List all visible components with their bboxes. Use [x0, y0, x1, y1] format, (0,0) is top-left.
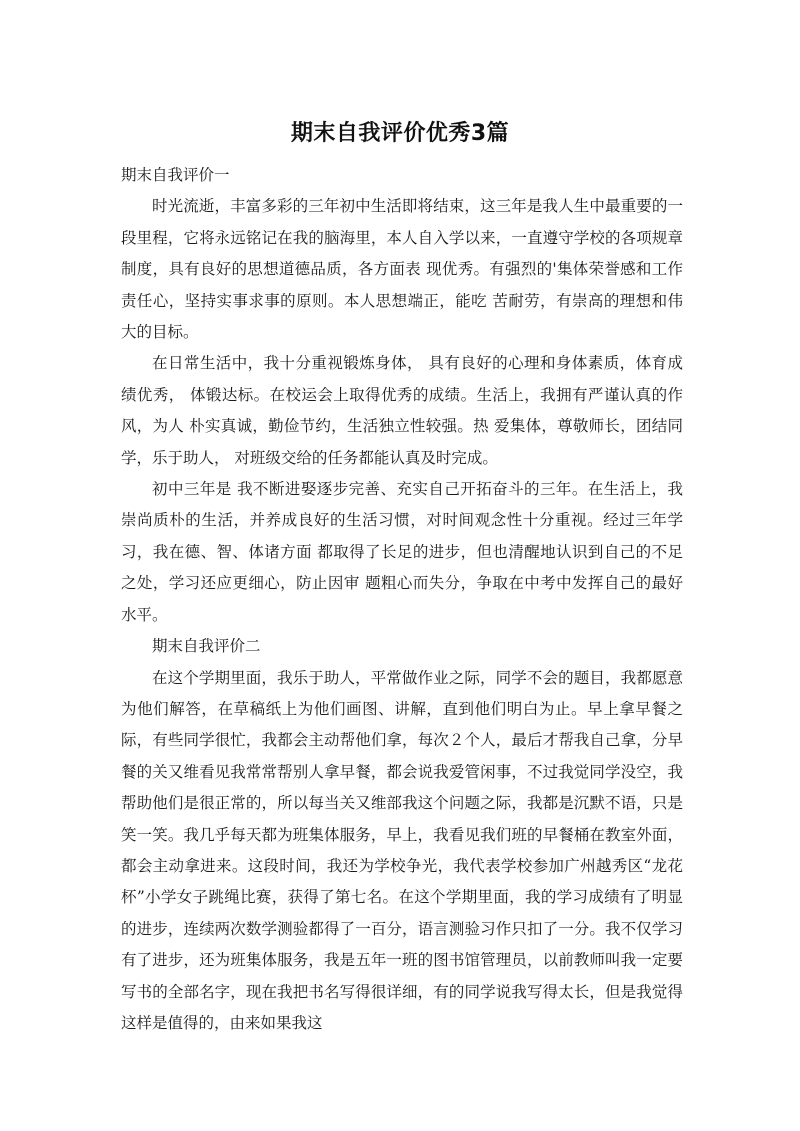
document-title: 期末自我评价优秀3篇: [290, 121, 510, 146]
paragraph: 在这个学期里面，我乐于助人，平常做作业之际，同学不会的题目，我都愿意为他们解答，在草稿纸上为他们画图、讲解，直到他们明白为止。早上拿早餐之际，有些同学很忙，我都会主动帮他们拿，每次２个人，最后才帮我自己拿，分早餐的关又维看见我常常帮别人拿早餐，都会说我爱管闲事，不过我觉同学没空，我帮助他们是很正常的，所以每当关又维部我这个问题之际，我都是沉默不语，只是笑一笑。我几乎每天都为班集体服务，早上，我看见我们班的早餐桶在教室外面，都会主动拿进来。这段时间，我还为学校争光，我代表学校参加广州越秀区“龙花杯”小学女子跳绳比赛，获得了第七名。在这个学期里面，我的学习成绩有了明显的进步，连续两次数学测验都得了一百分，语言测验习作只扣了一分。我不仅学习有了进步，还为班集体服务，我是五年一班的图书馆管理员，以前教师叫我一定要写书的全部名字，现在我把书名写得很详细，有的同学说我写得太长，但是我觉得这样是值得的，由来如果我这: [121, 668, 683, 1032]
document-body: [121, 160, 683, 1039]
paragraph: 初中三年是 我不断进娶逐步完善、充实自己开拓奋斗的三年。在生活上，我崇尚质朴的生活，并养成良好的生活习惯，对时间观念性十分重视。经过三年学习，我在德、智、体诸方面 都取得了长足的进步，但也清醒地认识到自己的不足之处，学习还应更细心，防止因审 题粗心而失分，争取在中考中发挥自己的最好水平。: [121, 480, 683, 624]
paragraph: 在日常生活中，我十分重视锻炼身体， 具有良好的心理和身体素质，体育成绩优秀， 体锻达标。在校运会上取得优秀的成绩。生活上，我拥有严谨认真的作风，为人 朴实真诚，勤俭节约，生活独立性较强。热 爱集体，尊敬师长，团结同学，乐于助人， 对班级交给的任务都能认真及时完成。: [121, 354, 683, 467]
section-heading: 期末自我评价二: [152, 637, 261, 656]
paragraph: 时光流逝，丰富多彩的三年初中生活即将结束，这三年是我人生中最重要的一段里程，它将永远铭记在我的脑海里，本人自入学以来，一直遵守学校的各项规章 制度，具有良好的思想道德品质，各方面表 现优秀。有强烈的'集体荣誉感和工作责任心，坚持实事求事的原则。本人思想端正，能吃 苦耐劳，有崇高的理想和伟大的目标。: [121, 197, 683, 342]
section-heading: 期末自我评价一: [121, 166, 230, 184]
